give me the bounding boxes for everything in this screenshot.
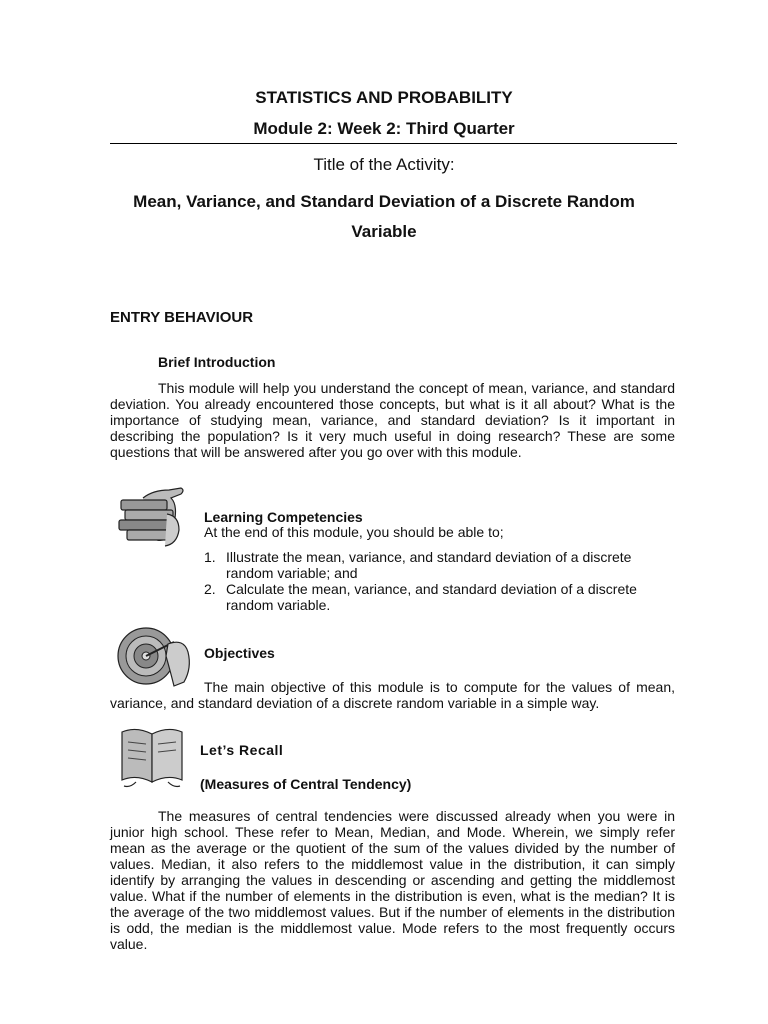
recall-heading: Let’s Recall [200, 742, 284, 758]
header-divider [110, 143, 677, 144]
competencies-list [204, 549, 644, 613]
objectives-heading: Objectives [204, 645, 275, 661]
brief-intro-text: This module will help you understand the concept of mean, variance, and standard deviation. You already encountered those concepts, but what is it all about? What is the importance of studying mean, variance, and standard deviation? Is it important in describing the population? Is it very much useful in doing research? These are some questions that will be answered after you go over with this module. [110, 380, 675, 460]
competencies-heading: Learning Competencies [204, 509, 363, 525]
brief-intro-heading: Brief Introduction [158, 354, 276, 370]
recall-subheading: (Measures of Central Tendency) [200, 776, 412, 792]
subject-title: STATISTICS AND PROBABILITY [255, 88, 513, 107]
objectives-text: The main objective of this module is to compute for the values of mean, variance, and standard deviation of a discrete random variable in a simple way. [110, 679, 675, 711]
books-icon [113, 484, 193, 550]
open-book-icon [116, 724, 190, 790]
competencies-lead: At the end of this module, you should be able to; [204, 524, 504, 540]
module-line: Module 2: Week 2: Third Quarter [253, 119, 515, 138]
activity-title-line2: Variable [351, 222, 417, 241]
competency-item-2: 2. Calculate the mean, variance, and standard deviation of a discrete random variable. [204, 581, 637, 613]
recall-text: The measures of central tendencies were discussed already when you were in junior high school. These refer to Mean, Median, and Mode. Wherein, we simply refer mean as the average or the quotient of the sum of the values divided by the number of values. Median, it also refers to the middlemost value in the distribution, it can simply identify by arranging the values in descending or ascending and getting the middlemost value. What if the number of elements in the distribution is even, what is the median? It is the average of the two middlemost values. But if the number of elements in the distribution is odd, the median is the middlemost value. Mode refers to the most frequently occurs value. [110, 808, 675, 952]
activity-label: Title of the Activity: [313, 155, 455, 174]
entry-behaviour-heading: ENTRY BEHAVIOUR [110, 309, 254, 326]
competency-item-1: 1. Illustrate the mean, variance, and standard deviation of a discrete random variable; and [204, 549, 632, 581]
activity-title-line1: Mean, Variance, and Standard Deviation of a Discrete Random [133, 192, 635, 211]
